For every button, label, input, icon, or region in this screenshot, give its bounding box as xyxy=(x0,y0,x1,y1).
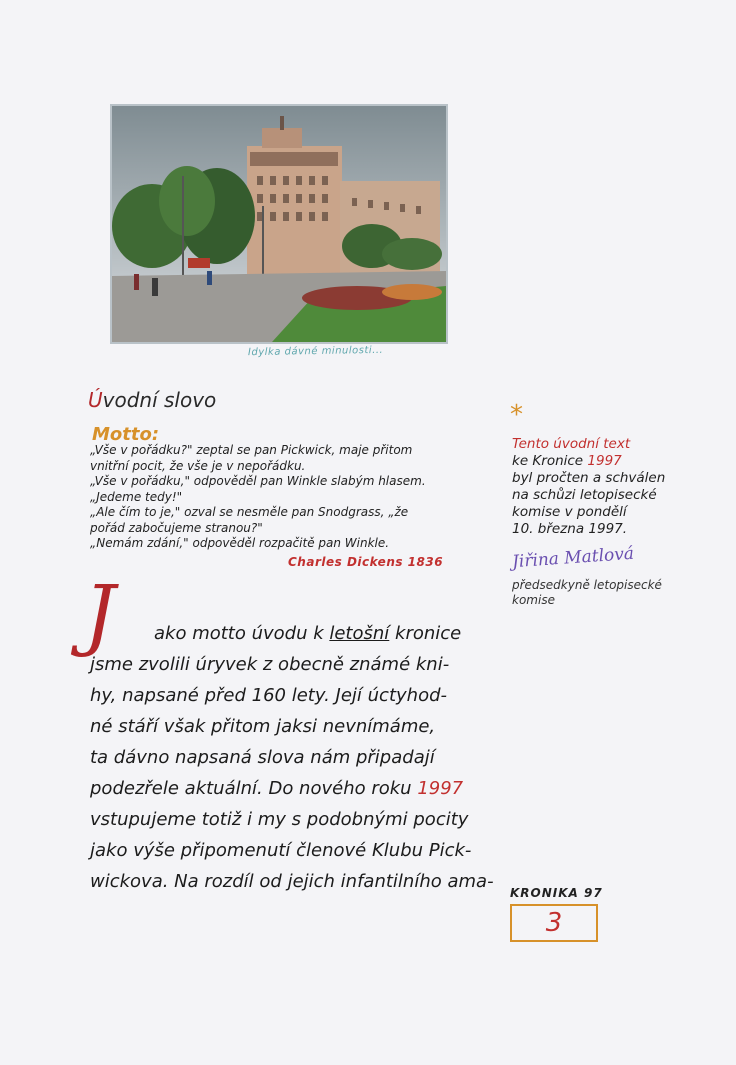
note-line: 10. března 1997. xyxy=(512,521,628,537)
photo-caption: Idylka dávné minulosti... xyxy=(247,344,384,359)
motto-line: „Vše v pořádku?" zeptal se pan Pickwick, maje přitom xyxy=(90,443,413,457)
note-line: na schůzi letopisecké xyxy=(512,487,657,503)
page-number: 3 xyxy=(510,904,598,942)
motto-line: „Jedeme tedy!" xyxy=(90,489,183,504)
note-line xyxy=(512,453,722,470)
motto-quote xyxy=(90,443,485,552)
note-line xyxy=(512,436,722,453)
body-year: 1997 xyxy=(417,778,464,799)
body-text-span: podezřele aktuální. Do nového roku xyxy=(90,778,418,799)
kronika-label: KRONIKA 97 xyxy=(510,886,603,900)
note-line: komise v pondělí xyxy=(512,504,627,520)
heading-rest: vodní slovo xyxy=(102,388,217,412)
body-line: jsme zvolili úryvek z obecně známé kni- xyxy=(90,654,450,675)
body-text-span: kronice xyxy=(389,623,462,644)
motto-line: „Ale čím to je," ozval se nesměle pan Snodgrass, „že xyxy=(90,505,409,519)
body-line: jako výše připomenutí členové Klubu Pick- xyxy=(90,840,472,861)
body-line xyxy=(90,618,510,649)
asterisk-mark: * xyxy=(510,400,523,430)
body-line: vstupujeme totiž i my s podobnými pocity xyxy=(90,809,469,830)
motto-line: „Nemám zdání," odpověděl rozpačitě pan Winkle. xyxy=(90,536,390,550)
body-text-span: ako motto úvodu k xyxy=(154,623,330,644)
underlined-word: letošní xyxy=(329,623,390,644)
approval-note xyxy=(512,436,722,538)
note-line: byl pročten a schválen xyxy=(512,470,666,486)
section-heading xyxy=(88,388,216,412)
street-photo-illustration xyxy=(112,106,446,342)
note-line-text: Tento úvodní text xyxy=(512,436,631,452)
signer-role xyxy=(512,578,712,608)
role-line: komise xyxy=(512,593,555,607)
motto-line: vnitřní pocit, že vše je v nepořádku. xyxy=(90,458,306,473)
role-line: předsedkyně letopisecké xyxy=(512,578,662,592)
heading-initial: Ú xyxy=(88,388,103,412)
motto-label: Motto: xyxy=(92,424,160,445)
body-line: ta dávno napsaná slova nám připadají xyxy=(90,747,435,768)
body-line: né stáří však přitom jaksi nevnímáme, xyxy=(90,716,436,737)
motto-author: Charles Dickens 1836 xyxy=(288,555,444,569)
body-line: hy, napsané před 160 lety. Její úctyhod- xyxy=(90,685,448,706)
body-line: wickova. Na rozdíl od jejich infantilního ama- xyxy=(90,871,494,892)
body-line xyxy=(90,773,510,804)
drop-cap: J xyxy=(84,570,116,660)
note-year: 1997 xyxy=(587,453,622,469)
street-photo xyxy=(110,104,448,344)
motto-line: „Vše v pořádku," odpověděl pan Winkle slabým hlasem. xyxy=(90,474,426,488)
handwritten-signature: Jiřina Matlová xyxy=(511,543,635,573)
motto-line: pořád zabočujeme stranou?" xyxy=(90,520,263,535)
body-text xyxy=(90,618,510,897)
note-line-text: ke Kronice xyxy=(512,453,588,469)
